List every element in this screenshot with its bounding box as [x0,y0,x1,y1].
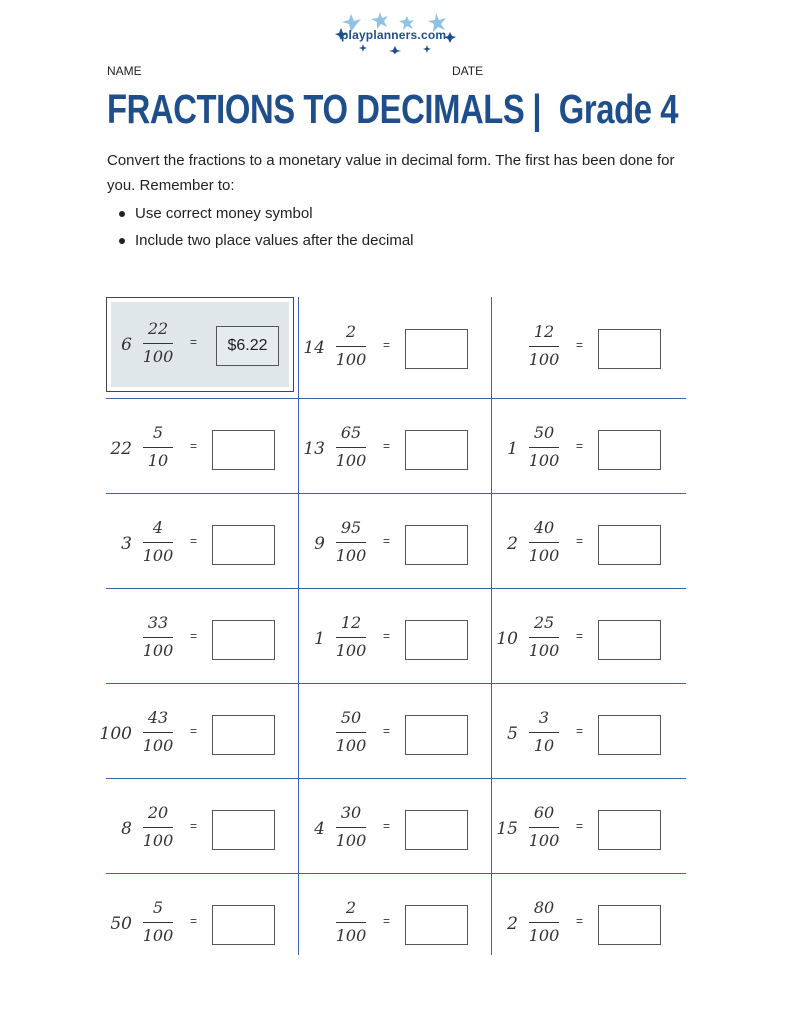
fraction [524,898,564,946]
denominator: 100 [142,831,174,850]
equals-sign: = [190,335,198,349]
problem-cell [299,297,492,392]
numerator: 20 [147,803,169,822]
numerator: 80 [533,898,555,917]
numerator: 95 [340,518,362,537]
problem-cell [299,873,492,968]
equals-sign: = [190,819,198,833]
problem-cell [492,588,685,683]
problem-cell [492,398,685,493]
denominator: 100 [142,546,174,565]
whole-number: 22 [110,439,132,459]
numerator: 4 [152,518,164,537]
denominator: 100 [528,451,560,470]
title-text: FRACTIONS TO DECIMALS [107,86,525,132]
answer-box[interactable] [405,715,468,755]
fraction [524,803,564,851]
problem-cell [106,398,299,493]
answer-box[interactable] [212,525,275,565]
problem-cell [299,588,492,683]
denominator: 100 [142,736,174,755]
denominator: 100 [335,546,367,565]
equals-sign: = [190,629,198,643]
fraction-bar [143,447,173,448]
fraction [331,803,371,851]
answer-box[interactable] [598,620,661,660]
equals-sign: = [383,629,391,643]
equals-sign: = [576,534,584,548]
numerator: 30 [340,803,362,822]
numerator: 50 [533,423,555,442]
whole-number: 100 [99,724,132,744]
reminder-item: Include two place values after the decimal [107,227,414,254]
numerator: 22 [147,319,169,338]
answer-box[interactable] [598,905,661,945]
answer-box[interactable] [405,430,468,470]
reminder-item: Use correct money symbol [107,200,414,227]
problem-cell [299,493,492,588]
fraction [524,518,564,566]
equals-sign: = [576,819,584,833]
fraction-bar [529,637,559,638]
fraction [138,708,178,756]
equals-sign: = [576,439,584,453]
whole-number: 10 [496,629,518,649]
equals-sign: = [383,914,391,928]
fraction-bar [529,542,559,543]
fraction [524,613,564,661]
answer-box[interactable] [212,715,275,755]
equals-sign: = [576,338,584,352]
page-title [107,86,678,133]
fraction [138,803,178,851]
numerator: 33 [147,613,169,632]
problem-cell [299,778,492,873]
whole-number: 15 [496,819,518,839]
fraction-bar [529,827,559,828]
equals-sign: = [383,534,391,548]
whole-number: 1 [314,629,325,649]
whole-number: 14 [303,338,325,358]
problem-cell [106,778,299,873]
example-problem [106,297,299,392]
fraction [331,322,371,370]
fraction-bar [336,447,366,448]
problem-cell [99,683,299,778]
denominator: 100 [142,347,174,366]
whole-number: 8 [121,819,132,839]
answer-box[interactable] [598,430,661,470]
equals-sign: = [383,338,391,352]
denominator: 100 [528,350,560,369]
denominator: 100 [335,926,367,945]
fraction [524,708,564,756]
answer-box[interactable] [598,810,661,850]
title-separator: | [532,86,542,132]
fraction-bar [336,346,366,347]
brand-text: playplanners.com [341,28,447,42]
fraction-bar [143,922,173,923]
problem-cell [492,683,685,778]
problem-cell [106,588,299,683]
problem-cell [299,398,492,493]
denominator: 100 [335,736,367,755]
problem-cell [492,297,685,392]
answer-box[interactable] [212,430,275,470]
fraction [138,518,178,566]
numerator: 12 [533,322,555,341]
numerator: 2 [345,898,357,917]
problem-cell [492,873,685,968]
fraction [524,423,564,471]
whole-number: 5 [507,724,518,744]
whole-number: 6 [121,335,132,355]
whole-number: 9 [314,534,325,554]
fraction-bar [336,542,366,543]
denominator: 100 [528,641,560,660]
whole-number: 4 [314,819,325,839]
fraction-bar [143,542,173,543]
answer-box[interactable] [212,810,275,850]
answer-box[interactable] [212,620,275,660]
fraction [331,423,371,471]
instructions-text: Convert the fractions to a monetary value in decimal form. The first has been done for you. Remember to: [107,152,675,194]
denominator: 100 [335,451,367,470]
whole-number: 1 [507,439,518,459]
fraction-bar [529,922,559,923]
date-label: DATE [452,64,484,78]
answer-box[interactable] [405,620,468,660]
answer-box[interactable] [598,329,661,369]
fraction [524,322,564,370]
answer-box[interactable] [598,525,661,565]
denominator: 100 [142,926,174,945]
denominator: 10 [533,736,555,755]
fraction-bar [529,732,559,733]
equals-sign: = [576,914,584,928]
numerator: 2 [345,322,357,341]
answer-box[interactable] [405,905,468,945]
problem-cell [106,873,299,968]
equals-sign: = [576,724,584,738]
example-answer: $6.22 [216,326,279,366]
problem-cell [492,778,685,873]
equals-sign: = [383,819,391,833]
numerator: 5 [152,423,164,442]
problem-cell [492,493,685,588]
fraction-bar [336,827,366,828]
grade-label: Grade 4 [558,86,679,132]
fraction-bar [143,637,173,638]
fraction-bar [336,922,366,923]
numerator: 43 [147,708,169,727]
fraction [138,613,178,661]
problem-cell [106,493,299,588]
equals-sign: = [383,724,391,738]
fraction-bar [336,732,366,733]
fraction [331,708,371,756]
fraction [138,423,178,471]
fraction [331,518,371,566]
denominator: 100 [142,641,174,660]
answer-box[interactable] [212,905,275,945]
name-label: NAME [107,64,142,78]
numerator: 50 [340,708,362,727]
denominator: 100 [528,926,560,945]
whole-number: 50 [110,914,132,934]
equals-sign: = [190,724,198,738]
problem-grid [99,297,686,955]
fraction-bar [529,447,559,448]
answer-box[interactable] [405,329,468,369]
reminder-list [107,200,414,254]
answer-box[interactable] [598,715,661,755]
fraction [331,613,371,661]
denominator: 100 [528,831,560,850]
numerator: 3 [538,708,550,727]
answer-box[interactable] [405,810,468,850]
denominator: 10 [147,451,169,470]
equals-sign: = [576,629,584,643]
numerator: 40 [533,518,555,537]
numerator: 5 [152,898,164,917]
problem-cell [299,683,492,778]
denominator: 100 [335,350,367,369]
equals-sign: = [190,914,198,928]
equals-sign: = [190,439,198,453]
numerator: 60 [533,803,555,822]
numerator: 65 [340,423,362,442]
fraction [138,898,178,946]
whole-number: 2 [507,534,518,554]
denominator: 100 [528,546,560,565]
whole-number: 3 [121,534,132,554]
equals-sign: = [190,534,198,548]
fraction [138,319,178,367]
fraction-bar [143,827,173,828]
fraction [331,898,371,946]
whole-number: 13 [303,439,325,459]
fraction-bar [143,343,173,344]
denominator: 100 [335,831,367,850]
denominator: 100 [335,641,367,660]
whole-number: 2 [507,914,518,934]
equals-sign: = [383,439,391,453]
fraction-bar [336,637,366,638]
numerator: 12 [340,613,362,632]
fraction-bar [143,732,173,733]
fraction-bar [529,346,559,347]
answer-box[interactable] [405,525,468,565]
numerator: 25 [533,613,555,632]
